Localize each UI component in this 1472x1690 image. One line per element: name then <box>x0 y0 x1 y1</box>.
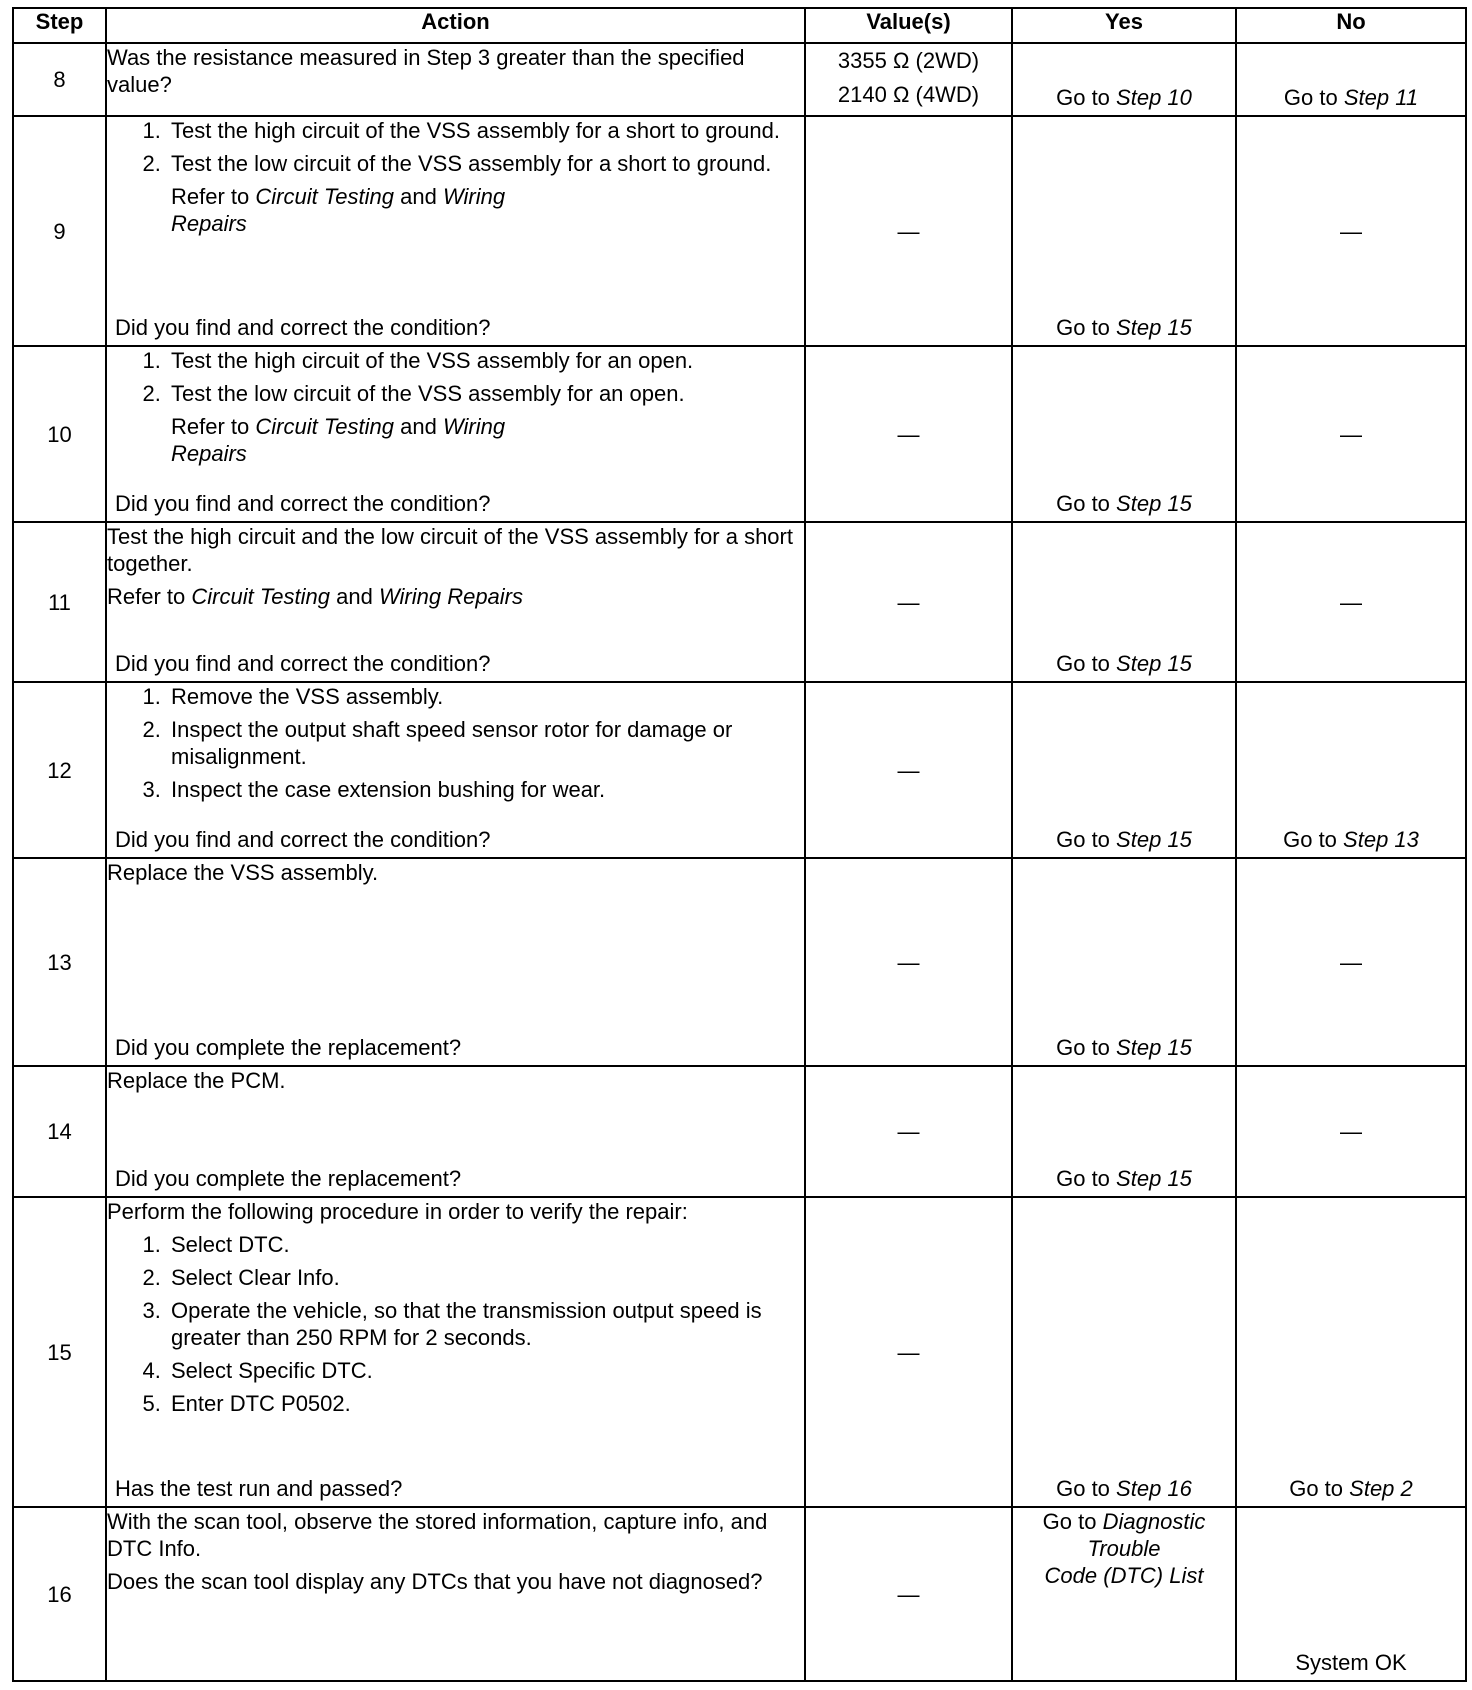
no-link[interactable]: Go to Step 2 <box>1289 1476 1413 1501</box>
step-number: 15 <box>13 1197 106 1507</box>
no-dash: — <box>1236 346 1466 522</box>
header-action: Action <box>106 8 805 43</box>
ref-link[interactable]: Wiring <box>442 414 506 439</box>
question-text: Did you complete the replacement? <box>115 1035 462 1060</box>
question-text: Did you find and correct the condition? <box>115 651 491 676</box>
value-4wd: 2140 Ω (4WD) <box>837 82 980 107</box>
action-cell <box>106 43 805 116</box>
yes-cell <box>1012 522 1236 682</box>
ref-link[interactable]: Wiring <box>442 184 506 209</box>
yes-link[interactable]: Go to Step 15 <box>1056 827 1192 852</box>
action-cell <box>106 116 805 346</box>
action-intro: Perform the following procedure in order to verify the repair: <box>107 1199 688 1224</box>
table-row <box>13 116 1466 346</box>
table-row <box>13 858 1466 1066</box>
list-item: 1. Select DTC. <box>167 1231 804 1258</box>
list-item: 2. Inspect the output shaft speed sensor rotor for damage or misalignment. <box>167 716 804 770</box>
yes-cell <box>1012 1507 1236 1681</box>
value-dash: — <box>805 858 1012 1066</box>
action-cell <box>106 346 805 522</box>
header-values: Value(s) <box>805 8 1012 43</box>
no-cell <box>1236 1197 1466 1507</box>
ref-link[interactable]: Circuit Testing <box>255 184 394 209</box>
question-text: Did you find and correct the condition? <box>115 491 491 516</box>
no-dash: — <box>1236 116 1466 346</box>
step-number: 10 <box>13 346 106 522</box>
value-dash: — <box>805 682 1012 858</box>
yes-link[interactable]: Go to Diagnostic Trouble Code (DTC) List <box>1042 1509 1206 1588</box>
question-text: Did you find and correct the condition? <box>115 827 491 852</box>
list-item: 1. Test the high circuit of the VSS assembly for a short to ground. <box>167 117 804 144</box>
action-text: Replace the PCM. <box>107 1068 286 1093</box>
ref-link[interactable]: Repairs <box>171 211 247 236</box>
yes-cell <box>1012 116 1236 346</box>
table-row <box>13 1507 1466 1681</box>
question-text: Did you find and correct the condition? <box>115 315 491 340</box>
action-list <box>107 1231 804 1417</box>
action-cell <box>106 1507 805 1681</box>
header-step: Step <box>13 8 106 43</box>
no-cell <box>1236 682 1466 858</box>
refer-note: Refer to Circuit Testing and Wiring Repairs <box>171 184 506 236</box>
no-cell <box>1236 43 1466 116</box>
list-item: 1. Remove the VSS assembly. <box>167 683 804 710</box>
table-row <box>13 1197 1466 1507</box>
step-number: 16 <box>13 1507 106 1681</box>
no-link[interactable]: Go to Step 13 <box>1283 827 1419 852</box>
list-item: 4. Select Specific DTC. <box>167 1357 804 1384</box>
list-item: 1. Test the high circuit of the VSS assembly for an open. <box>167 347 804 374</box>
step-number: 8 <box>13 43 106 116</box>
yes-link[interactable]: Go to Step 15 <box>1056 315 1192 340</box>
action-list <box>107 683 804 803</box>
step-number: 13 <box>13 858 106 1066</box>
question-text: Did you complete the replacement? <box>115 1166 462 1191</box>
action-cell <box>106 1066 805 1197</box>
yes-link[interactable]: Go to Step 15 <box>1056 1166 1192 1191</box>
header-yes: Yes <box>1012 8 1236 43</box>
action-list <box>107 117 804 177</box>
refer-note: Refer to Circuit Testing and Wiring Repairs <box>107 584 524 609</box>
list-item: 3. Operate the vehicle, so that the transmission output speed is greater than 250 RPM for 2 seconds. <box>167 1297 804 1351</box>
list-item: 2. Select Clear Info. <box>167 1264 804 1291</box>
table-row <box>13 43 1466 116</box>
values-cell <box>805 43 1012 116</box>
action-cell <box>106 1197 805 1507</box>
question-text: Has the test run and passed? <box>115 1476 403 1501</box>
yes-cell <box>1012 1197 1236 1507</box>
list-item: 2. Test the low circuit of the VSS assembly for a short to ground. <box>167 150 804 177</box>
table-row <box>13 522 1466 682</box>
no-dash: — <box>1236 858 1466 1066</box>
yes-cell <box>1012 1066 1236 1197</box>
yes-cell <box>1012 682 1236 858</box>
header-row <box>13 8 1466 43</box>
action-cell <box>106 522 805 682</box>
yes-link[interactable]: Go to Step 10 <box>1056 85 1192 110</box>
value-dash: — <box>805 1197 1012 1507</box>
diagnostic-table <box>12 7 1467 1682</box>
value-2wd: 3355 Ω (2WD) <box>837 48 980 73</box>
system-ok-text: System OK <box>1295 1650 1407 1675</box>
ref-link[interactable]: Repairs <box>171 441 247 466</box>
ref-link[interactable]: Circuit Testing <box>191 584 330 609</box>
yes-cell <box>1012 858 1236 1066</box>
value-dash: — <box>805 1507 1012 1681</box>
step-number: 12 <box>13 682 106 858</box>
ref-link[interactable]: Wiring Repairs <box>378 584 524 609</box>
value-dash: — <box>805 1066 1012 1197</box>
yes-link[interactable]: Go to Step 15 <box>1056 491 1192 516</box>
no-cell <box>1236 1507 1466 1681</box>
no-link[interactable]: Go to Step 11 <box>1283 85 1419 110</box>
yes-cell <box>1012 346 1236 522</box>
action-cell <box>106 682 805 858</box>
no-dash: — <box>1236 1066 1466 1197</box>
value-dash: — <box>805 522 1012 682</box>
action-cell <box>106 858 805 1066</box>
question-text: Does the scan tool display any DTCs that you have not diagnosed? <box>107 1569 763 1594</box>
list-item: 2. Test the low circuit of the VSS assembly for an open. <box>167 380 804 407</box>
ref-link[interactable]: Circuit Testing <box>255 414 394 439</box>
refer-note: Refer to Circuit Testing and Wiring Repairs <box>171 414 506 466</box>
table-row <box>13 1066 1466 1197</box>
header-no: No <box>1236 8 1466 43</box>
no-dash: — <box>1236 522 1466 682</box>
yes-cell <box>1012 43 1236 116</box>
list-item: 3. Inspect the case extension bushing for wear. <box>167 776 804 803</box>
action-list <box>107 347 804 407</box>
step-number: 9 <box>13 116 106 346</box>
yes-link[interactable]: Go to Step 15 <box>1056 651 1192 676</box>
yes-link[interactable]: Go to Step 16 <box>1056 1476 1192 1501</box>
list-item: 5. Enter DTC P0502. <box>167 1390 804 1417</box>
table-row <box>13 682 1466 858</box>
action-text: With the scan tool, observe the stored information, capture info, and DTC Info. <box>107 1509 768 1561</box>
action-text: Was the resistance measured in Step 3 greater than the specified value? <box>107 45 745 97</box>
action-text: Replace the VSS assembly. <box>107 860 379 885</box>
value-dash: — <box>805 116 1012 346</box>
table-row <box>13 346 1466 522</box>
step-number: 11 <box>13 522 106 682</box>
yes-link[interactable]: Go to Step 15 <box>1056 1035 1192 1060</box>
value-dash: — <box>805 346 1012 522</box>
step-number: 14 <box>13 1066 106 1197</box>
action-text: Test the high circuit and the low circuit of the VSS assembly for a short together. <box>107 524 793 576</box>
